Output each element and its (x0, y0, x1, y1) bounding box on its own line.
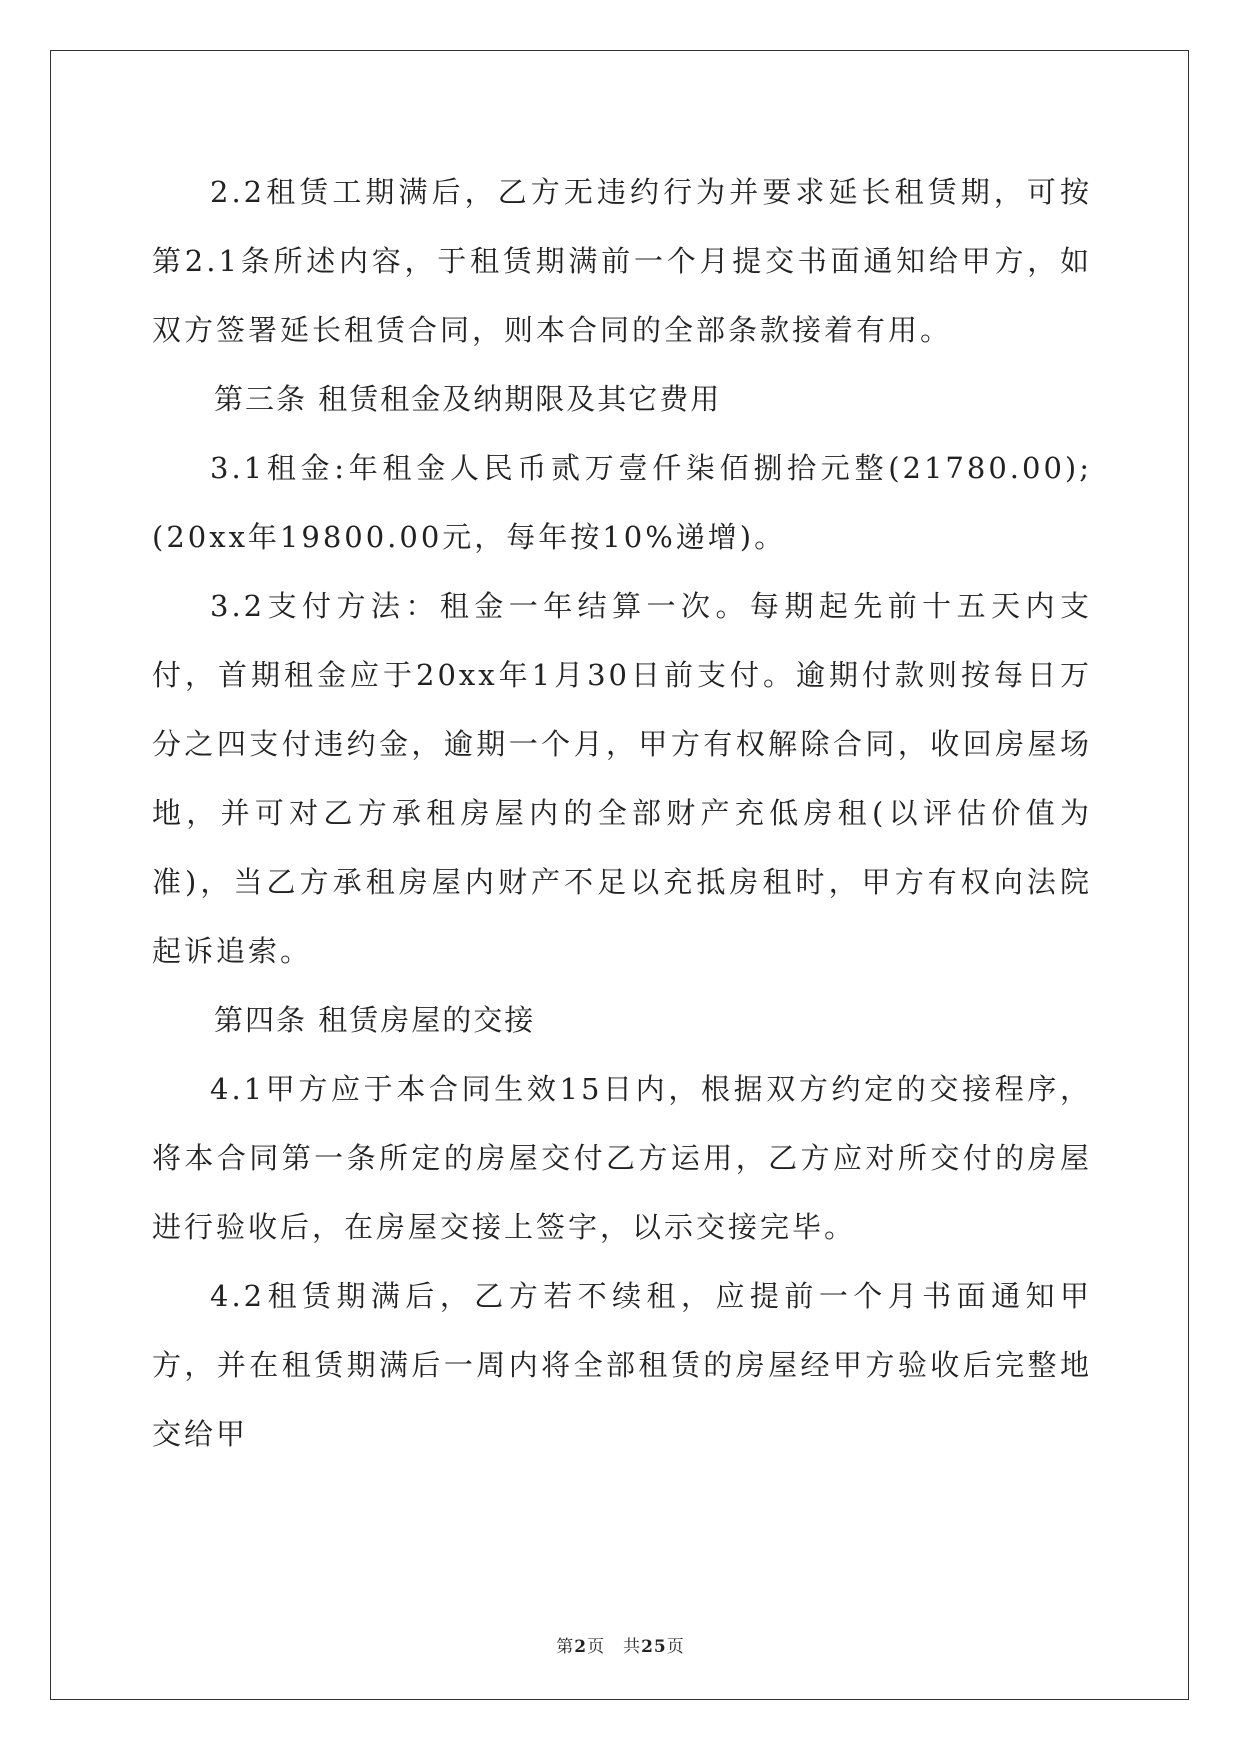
total-pages: 25 (641, 1637, 667, 1657)
clause-3-2: 3.2支付方法：租金一年结算一次。每期起先前十五天内支付，首期租金应于20xx年1月30日前支付。逾期付款则按每日万分之四支付违约金，逾期一个月，甲方有权解除合同，收回房屋场地，并可对乙方承租房屋内的全部财产充低房租(以评估价值为准)，当乙方承租房屋内财产不足以充抵房租时，甲方有权向法院起诉追索。 (152, 589, 1092, 968)
page-suffix: 页 (587, 1637, 606, 1657)
document-body (152, 158, 1092, 1469)
clause-3-1: 3.1租金:年租金人民币贰万壹仟柒佰捌拾元整(21780.00);(20xx年19800.00元，每年按10%递增)。 (152, 451, 1092, 554)
total-suffix: 页 (666, 1637, 685, 1657)
page-prefix: 第 (556, 1637, 575, 1657)
total-prefix: 共 (623, 1637, 642, 1657)
page-footer (0, 1632, 1241, 1657)
article-4-heading: 第四条 租赁房屋的交接 (214, 1003, 536, 1037)
article-3-heading: 第三条 租赁租金及纳期限及其它费用 (214, 382, 722, 416)
page-number: 2 (574, 1637, 588, 1657)
clause-2-2: 2.2租赁工期满后，乙方无违约行为并要求延长租赁期，可按第2.1条所述内容，于租赁期满前一个月提交书面通知给甲方，如双方签署延长租赁合同，则本合同的全部条款接着有用。 (152, 175, 1092, 347)
clause-4-2: 4.2租赁期满后，乙方若不续租，应提前一个月书面通知甲方，并在租赁期满后一周内将全部租赁的房屋经甲方验收后完整地交给甲 (152, 1279, 1092, 1451)
clause-4-1: 4.1甲方应于本合同生效15日内，根据双方约定的交接程序，将本合同第一条所定的房屋交付乙方运用，乙方应对所交付的房屋进行验收后，在房屋交接上签字，以示交接完毕。 (152, 1072, 1092, 1244)
